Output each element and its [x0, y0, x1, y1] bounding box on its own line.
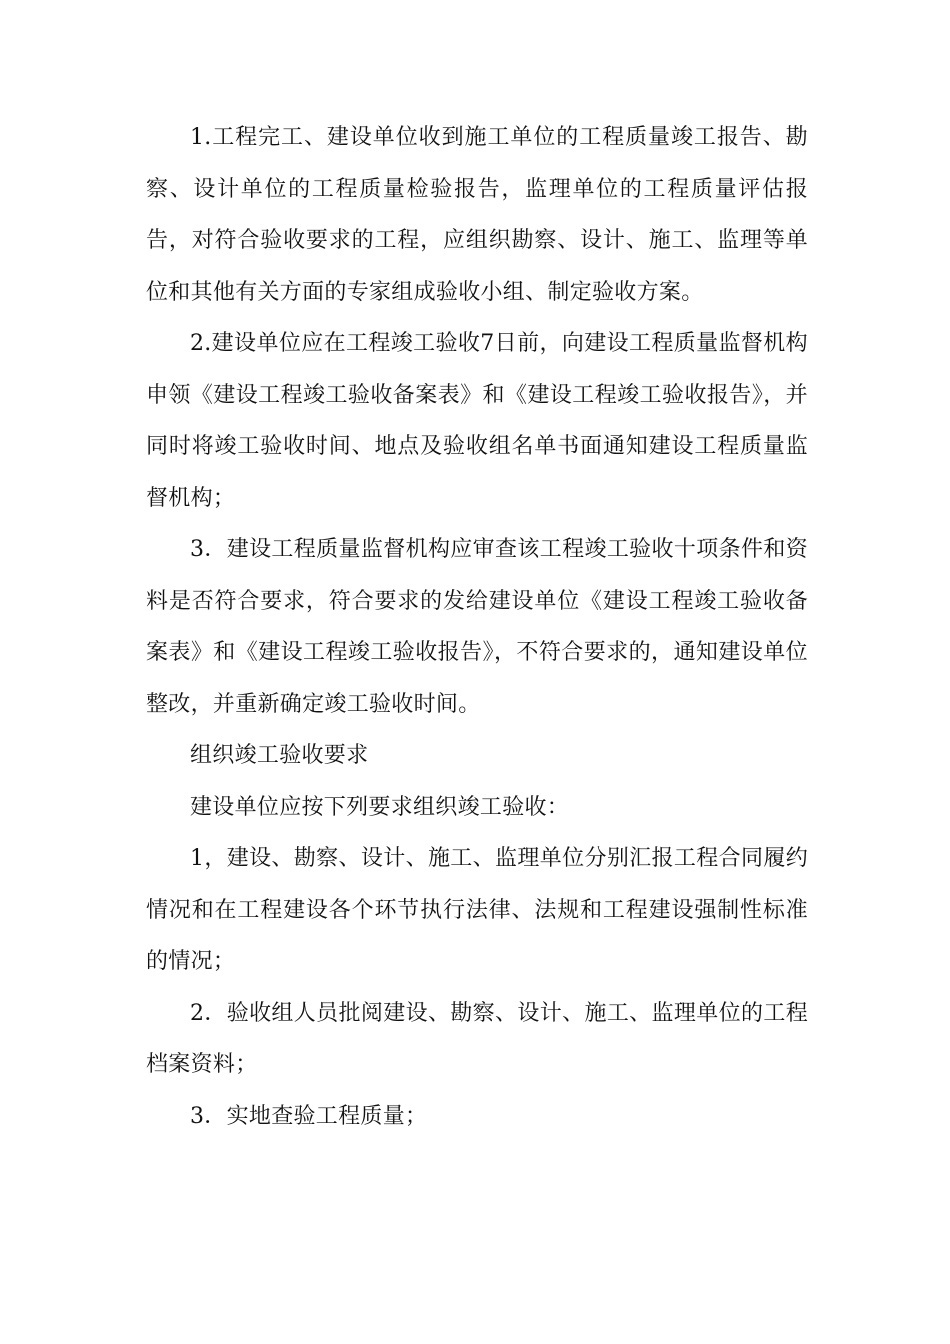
- document-page: [146, 112, 808, 1142]
- paragraph-filing-form-application: 2.建设单位应在工程竣工验收7日前，向建设工程质量监督机构申领《建设工程竣工验收备案表》和《建设工程竣工验收报告》，并同时将竣工验收时间、地点及验收组名单书面通知建设工程质量监督机构；: [146, 331, 808, 511]
- section-heading-acceptance-requirements: 组织竣工验收要求: [190, 743, 369, 768]
- list-item-review-archives: 2．验收组人员批阅建设、勘察、设计、施工、监理单位的工程档案资料；: [146, 1000, 808, 1077]
- paragraph-requirements-intro: 建设单位应按下列要求组织竣工验收：: [190, 794, 570, 820]
- paragraph-completion-acceptance-organization: 1.工程完工、建设单位收到施工单位的工程质量竣工报告、勘察、设计单位的工程质量检验报告，监理单位的工程质量评估报告，对符合验收要求的工程，应组织勘察、设计、施工、监理等单位和其他有关方面的专家组成验收小组、制定验收方案。: [146, 125, 808, 305]
- paragraph-supervision-review: 3．建设工程质量监督机构应审查该工程竣工验收十项条件和资料是否符合要求，符合要求的发给建设单位《建设工程竣工验收备案表》和《建设工程竣工验收报告》，不符合要求的，通知建设单位整改，并重新确定竣工验收时间。: [146, 537, 808, 717]
- list-item-onsite-inspection: 3．实地查验工程质量；: [190, 1103, 428, 1129]
- list-item-report-contract-performance: 1，建设、勘察、设计、施工、监理单位分别汇报工程合同履约情况和在工程建设各个环节执行法律、法规和工程建设强制性标准的情况；: [146, 846, 808, 974]
